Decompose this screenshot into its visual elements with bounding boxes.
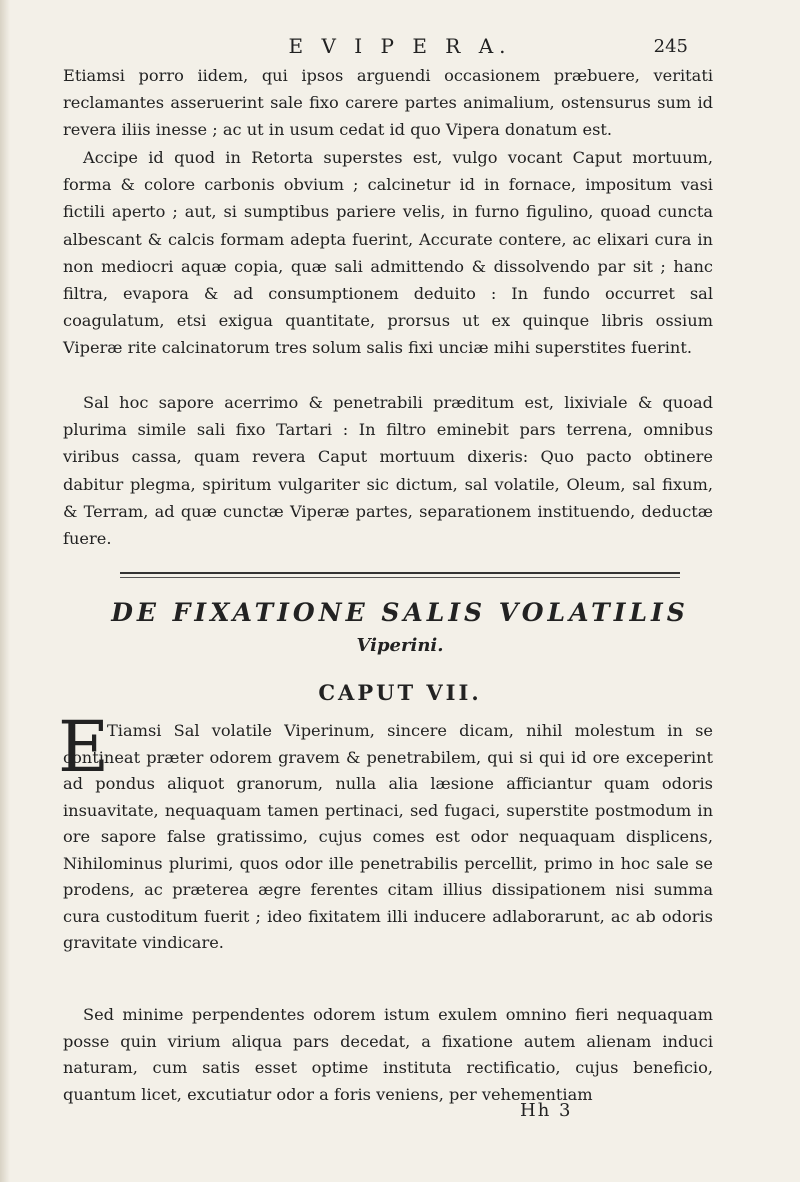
- drop-capital: E: [58, 706, 110, 788]
- page-number: 245: [653, 36, 688, 57]
- running-title: E V I P E R A.: [288, 34, 512, 58]
- section-rule-thin: [120, 577, 680, 578]
- running-header: [0, 34, 800, 62]
- catchword: Hh 3: [520, 1100, 573, 1121]
- paragraph-2: Accipe id quod in Retorta superstes est, vulgo vocant Caput mortuum, forma & colore carbonis obvium ; calcinetur id in fornace, impositum vasi fictili aperto ; aut, si sumptibus pariere velis, in furno figulino, quoad cuncta albescant & calcis formam adepta fuerint, Accurate contere, ac elixari cura in non mediocri aquæ copia, quæ sali admittendo & dissolvendo par sit ; hanc filtra, evapora & ad consumptionem deduito : In fundo occurret sal coagulatum, etsi exigua quantitate, prorsus ut ex quinque libris ossium Viperæ rite calcinatorum tres solum salis fixi unciæ mihi superstites fuerint.: [63, 148, 713, 358]
- section-rule-thick: [120, 572, 680, 574]
- section-subheading: Viperini.: [356, 635, 444, 656]
- chapter-title: CAPUT VII.: [318, 680, 482, 705]
- paragraph-1: Etiamsi porro iidem, qui ipsos arguendi occasionem præbuere, veritati reclamantes asseruerint sale fixo carere partes animalium, ostensurus sum id revera iliis inesse ; ac ut in usum cedat id quo Vipera donatum est.: [63, 66, 713, 140]
- section-heading: DE FIXATIONE SALIS VOLATILIS: [111, 598, 689, 627]
- page-edge-shadow: [0, 0, 10, 1182]
- paragraph-4-text: Tiamsi Sal volatile Viperinum, sincere dicam, nihil molestum in se contineat præter odorem gravem & penetrabilem, qui si qui id ore exceperint ad pondus aliquot granorum, nulla alia læsione afficiantur quam odoris insuavitate, nequaquam tamen pertinaci, sed fugaci, superstite postmodum in ore sapore false gratissimo, cujus comes est odor nequaquam displicens, Nihilominus plurimi, quos odor ille penetrabilis percellit, primo in hoc sale se prodens, ac præterea ægre ferentes citam illius dissipationem nisi summa cura custoditum fuerit ; ideo fixitatem illi inducere adlaborarunt, ac ab odoris gravitate vindicare.: [63, 721, 713, 952]
- paragraph-3: Sal hoc sapore acerrimo & penetrabili præditum est, lixiviale & quoad plurima simile sali fixo Tartari : In filtro eminebit pars terrena, omnibus viribus cassa, quam revera Caput mortuum dixeris: Quo pacto obtinere dabitur plegma, spiritum vulgariter sic dictum, sal volatile, Oleum, sal fixum, & Terram, ad quæ cunctæ Viperæ partes, separationem instituendo, deductæ fuere.: [63, 393, 713, 549]
- paragraph-5: Sed minime perpendentes odorem istum exulem omnino fieri nequaquam posse quin virium aliqua pars decedat, a fixatione autem alienam induci naturam, cum satis esset optime instituta rectificatio, cujus beneficio, quantum licet, excutiatur odor a foris veniens, per vehementiam: [63, 1005, 713, 1104]
- paragraph-4: [63, 718, 713, 957]
